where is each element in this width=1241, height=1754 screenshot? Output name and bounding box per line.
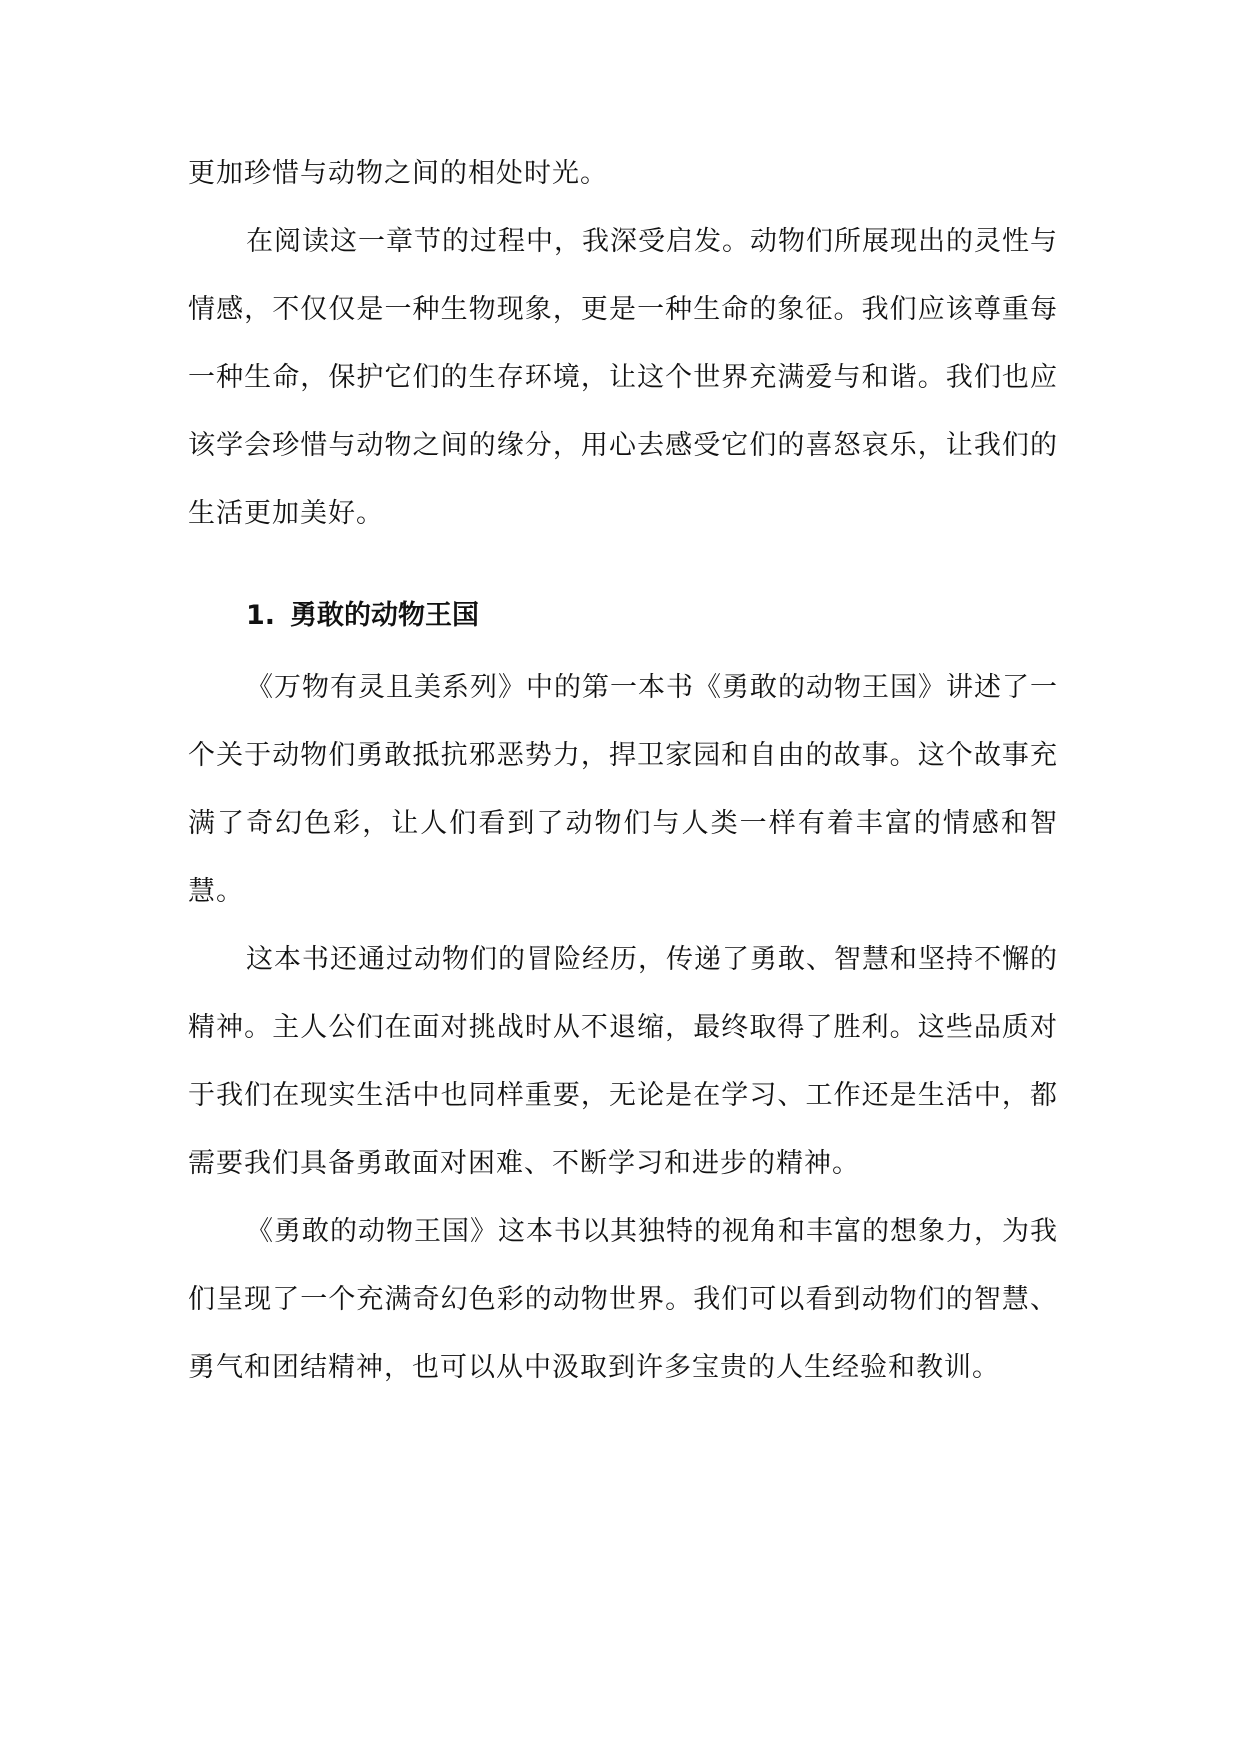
- paragraph-continuation: 更加珍惜与动物之间的相处时光。: [188, 158, 608, 189]
- paragraph-book-spirit: 这本书还通过动物们的冒险经历，传递了勇敢、智慧和坚持不懈的精神。主人公们在面对挑战时从不退缩，最终取得了胜利。这些品质对于我们在现实生活中也同样重要，无论是在学习、工作还是生活中，都需要我们具备勇敢面对困难、不断学习和进步的精神。: [188, 944, 1058, 1179]
- section-title: 勇敢的动物王国: [290, 600, 479, 631]
- document-page: [188, 140, 1058, 1402]
- paragraph-book-intro: 《万物有灵且美系列》中的第一本书《勇敢的动物王国》讲述了一个关于动物们勇敢抵抗邪恶势力，捍卫家园和自由的故事。这个故事充满了奇幻色彩，让人们看到了动物们与人类一样有着丰富的情感和智慧。: [188, 672, 1058, 907]
- paragraph-reflection: 在阅读这一章节的过程中，我深受启发。动物们所展现出的灵性与情感，不仅仅是一种生物现象，更是一种生命的象征。我们应该尊重每一种生命，保护它们的生存环境，让这个世界充满爱与和谐。我们也应该学会珍惜与动物之间的缘分，用心去感受它们的喜怒哀乐，让我们的生活更加美好。: [188, 226, 1058, 529]
- paragraph-book-summary: 《勇敢的动物王国》这本书以其独特的视角和丰富的想象力，为我们呈现了一个充满奇幻色彩的动物世界。我们可以看到动物们的智慧、勇气和团结精神，也可以从中汲取到许多宝贵的人生经验和教训。: [188, 1216, 1058, 1383]
- section-heading: [188, 582, 1058, 650]
- section-number: 1.: [246, 600, 276, 631]
